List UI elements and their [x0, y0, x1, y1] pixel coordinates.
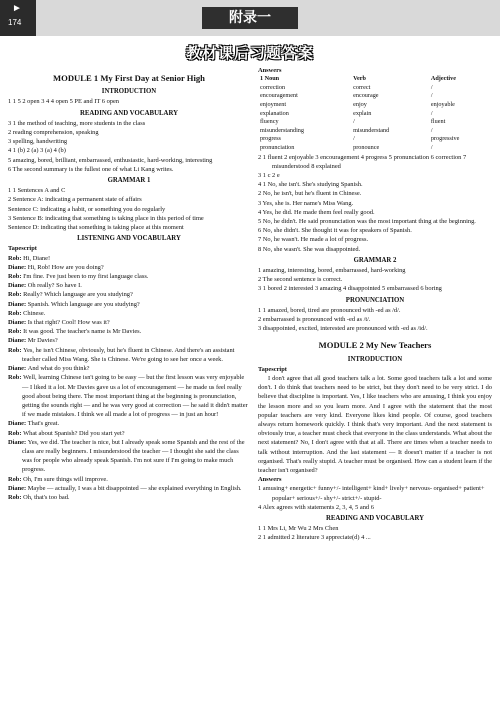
answer-line: 1 1 Mrs Li, Mr Wu 2 Mrs Chen: [258, 525, 339, 533]
section-heading: INTRODUCTION: [347, 355, 403, 363]
answer-line: 4 1 No, she isn't. She's studying Spanish.: [258, 181, 363, 189]
dialogue-text: I'm fine. I've just been to my first language class.: [23, 273, 149, 281]
speaker-colon: :: [23, 420, 28, 428]
dialogue-text: Yes, we did. The teacher is nice, but I already speak some Spanish and the rest of the class are really beginners. I misunderstood the teacher — I thought she said the class was for people who already speak Spanish. I'm not sure if I'm going to make much progress.: [22, 438, 245, 474]
answer-line: 2 Sentence A: indicating a permanent state of affairs: [8, 196, 142, 204]
answer-line: 1 amusing+ energetic+ funny+/- intelligent+ kind+ lively+ nervous- organised+ patient+ popular+ serious+/- shy+/- strict+/- stupid-: [258, 485, 485, 502]
table-cell: fluent: [430, 118, 446, 126]
page-title: 教材课后习题答案: [185, 44, 314, 62]
speaker-colon: :: [19, 374, 24, 382]
dialogue-text: That's great.: [27, 420, 60, 428]
table-cell: enjoyable: [430, 100, 455, 108]
table-row: [258, 92, 492, 101]
speaker-name: Rob: [8, 475, 20, 483]
table-row: [258, 110, 492, 119]
table-cell: progress: [260, 135, 281, 143]
dialogue-line: [8, 419, 250, 428]
speaker-colon: :: [23, 319, 28, 327]
dialogue-text: Oh, I'm sure things will improve.: [23, 475, 108, 483]
speaker-colon: :: [19, 328, 24, 336]
speaker-name: Diane: [8, 365, 24, 373]
speaker-name: Diane: [8, 263, 24, 271]
table-cell: misunderstanding: [260, 126, 304, 134]
dialogue-text: Yes, he isn't Chinese, obviously, but he's fluent in Chinese. And there's an assistant teacher called Miss Wang. She is Chinese. We're going to see her once a week.: [22, 346, 235, 363]
answer-line: 5 No, he didn't. He said pronunciation was the most important thing at the beginning.: [258, 217, 476, 225]
speaker-colon: :: [23, 484, 28, 492]
table-cell: /: [430, 83, 433, 91]
answer-line: 1 1 amazed, bored, tired are pronounced with -ed as /d/.: [258, 306, 401, 314]
answer-line: Sentence C: indicating a habit, or something you do regularly: [8, 205, 166, 213]
speaker-name: Rob: [8, 291, 20, 299]
speaker-colon: :: [19, 309, 24, 317]
table-cell: enjoy: [353, 100, 367, 108]
table-cell: misunderstand: [353, 126, 390, 134]
section-heading: LISTENING AND VOCABULARY: [77, 235, 181, 243]
dialogue-text: Mr Davies?: [27, 337, 58, 345]
table-cell: /: [353, 135, 355, 143]
dialogue: [8, 254, 250, 502]
table-cell: /: [430, 109, 433, 117]
speaker-name: Diane: [8, 319, 24, 327]
section-heading: READING AND VOCABULARY: [79, 109, 179, 117]
section-heading: PRONUNCIATION: [345, 296, 405, 304]
tapescript-text: I don't agree that all good teachers talk a lot. Some good teachers talk a lot and some don't. I do think that teachers need to be strict, but they don't need to be very strict. I do believe that discipline is important. Yes, I like teachers who are amusing, I think you enjoy the lesson more and so you learn more. And I agree with the statement that the most popular teachers are very kind. Everyone likes kind people. Of course, good teachers always return homework quickly. I think that's very important. And the next statement is obviously true, a teacher must check that everyone in the class understands. What about the next statement? No, I don't agree with that at all. There are times when a teacher needs to talk without interruption. And the last statement — It doesn't matter if a teacher is not organised. That's really stupid. A teacher must be organised. How can a student learn if the teacher isn't organised?: [258, 375, 492, 475]
table-row: [258, 144, 492, 153]
answer-line: 3 1 the method of teaching, more students in the class: [8, 119, 146, 127]
speaker-name: Rob: [8, 273, 20, 281]
arrow-icon: ►: [12, 3, 22, 14]
intro-answers: [8, 97, 250, 106]
module2-answers: [258, 484, 492, 512]
answer-line: 8 No, she wasn't. She was disappointed.: [258, 245, 361, 253]
speaker-name: Rob: [8, 346, 20, 354]
tapescript-label: Tapescript: [258, 365, 287, 373]
dialogue-text: Hi, Rob! How are you doing?: [27, 263, 104, 271]
speaker-name: Diane: [8, 420, 24, 428]
answer-line: 1 1 5 2 open 3 4 4 open 5 PE and IT 6 open: [8, 98, 119, 106]
dialogue-line: [8, 336, 250, 345]
module-title: MODULE 2 My New Teachers: [318, 340, 432, 351]
dialogue-text: Oh, that's too bad.: [23, 493, 70, 501]
answer-line: 5 amazing, bored, brilliant, embarrassed, enthusiastic, hard-working, interesting: [8, 156, 213, 164]
answers-label: Answers: [258, 476, 282, 484]
dialogue-line: [8, 346, 250, 364]
answer-line: 2 reading comprehension, speaking: [8, 129, 99, 137]
table-row: [258, 101, 492, 110]
dialogue-text: It was good. The teacher's name is Mr Davies.: [23, 328, 142, 336]
table-cell: pronounce: [353, 143, 380, 151]
answer-line: 3 disappointed, excited, interested are pronounced with -ed as /id/.: [258, 325, 428, 333]
dialogue-text: What about Spanish? Did you start yet?: [23, 429, 125, 437]
answer-line: 1 amazing, interesting, bored, embarrassed, hard-working: [258, 266, 406, 274]
vocab-table: [258, 75, 492, 152]
dialogue-text: Spanish. Which language are you studying?: [27, 300, 140, 308]
left-column: [8, 66, 250, 502]
right-column: [258, 66, 492, 543]
speaker-colon: :: [19, 291, 24, 299]
speaker-name: Rob: [8, 254, 20, 262]
dialogue-line: [8, 263, 250, 272]
dialogue-line: [8, 300, 250, 309]
speaker-colon: :: [19, 273, 24, 281]
table-cell: encouragement: [260, 92, 298, 100]
vocab-header: 1 Noun: [260, 75, 280, 83]
dialogue-line: [8, 484, 250, 493]
answer-line: 7 No, he wasn't. He made a lot of progress.: [258, 236, 369, 244]
speaker-colon: :: [19, 254, 24, 262]
page-number-block: [0, 0, 36, 36]
grammar2-answers: [258, 266, 492, 294]
dialogue-text: Really? Which language are you studying?: [23, 291, 133, 299]
speaker-colon: :: [23, 282, 28, 290]
dialogue-text: Chinese.: [23, 309, 46, 317]
table-cell: correct: [353, 83, 371, 91]
dialogue-text: Hi, Diane!: [23, 254, 51, 262]
section-heading: GRAMMAR 1: [107, 177, 151, 185]
answer-line: 4 Yes, he did. He made them feel really good.: [258, 208, 375, 216]
answer-line: 1 1 Sentences A and C: [8, 187, 66, 195]
dialogue-line: [8, 254, 250, 263]
dialogue-line: [8, 318, 250, 327]
tapescript-label: Tapescript: [8, 245, 37, 253]
speaker-colon: :: [23, 337, 28, 345]
dialogue-text: And what do you think?: [27, 365, 90, 373]
page-number: 174: [8, 18, 22, 27]
dialogue-line: [8, 429, 250, 438]
dialogue-text: Maybe — actually, I was a bit disappointed — she explained everything in English.: [27, 484, 242, 492]
speaker-colon: :: [23, 263, 28, 271]
table-cell: explain: [353, 109, 372, 117]
header-bar: [0, 0, 500, 36]
table-row: [258, 135, 492, 144]
module-title: MODULE 1 My First Day at Senior High: [53, 73, 205, 83]
answer-line: 3 Sentence B: indicating that something is taking place in this period of time: [8, 214, 204, 222]
answer-line: 3 Yes, she is. Her name's Miss Wang.: [258, 199, 354, 207]
answer-line: Sentence D: indicating that something is taking place at this moment: [8, 224, 184, 232]
dialogue-line: [8, 281, 250, 290]
table-row: [258, 84, 492, 93]
table-cell: progressive: [430, 135, 460, 143]
speaker-name: Rob: [8, 374, 20, 382]
table-row: [258, 127, 492, 136]
dialogue-text: Well, learning Chinese isn't going to be easy — but the first lesson was very enjoyable — I liked it a lot. Mr Davies gave us a lot of encouragement — he made us feel really good about being there. The most important thing at the beginning is pronunciation, getting the sounds right — and he was very good at correction — he said it didn't matter if we made mistakes. I think we all made a lot of progress — in just an hour!: [22, 374, 248, 419]
answer-line: 2 1 admitted 2 literature 3 appreciate(d) 4 ...: [258, 534, 371, 542]
table-cell: pronunciation: [260, 143, 295, 151]
dialogue-text: Is that right? Cool! How was it?: [27, 319, 110, 327]
speaker-colon: :: [23, 365, 28, 373]
table-cell: /: [430, 143, 433, 151]
answer-line: 6 No, she didn't. She thought it was for speakers of Spanish.: [258, 227, 412, 235]
speaker-name: Rob: [8, 309, 20, 317]
dialogue-line: [8, 364, 250, 373]
table-cell: /: [353, 118, 355, 126]
table-cell: correction: [260, 83, 286, 91]
section-tab: 附录一: [202, 7, 298, 29]
speaker-name: Rob: [8, 493, 20, 501]
speaker-colon: :: [19, 475, 24, 483]
grammar-answers: [8, 186, 250, 232]
table-cell: explanation: [260, 109, 289, 117]
listening-answers: [258, 153, 492, 254]
dialogue-text: Oh really? So have I.: [27, 282, 82, 290]
speaker-name: Diane: [8, 484, 24, 492]
pronunciation-answers: [258, 306, 492, 334]
module2-reading-answers: [258, 524, 492, 542]
answer-line: 3 1 bored 2 interested 3 amazing 4 disappointed 5 embarrassed 6 boring: [258, 285, 442, 293]
answer-line: 2 embarrassed is pronounced with -ed as /t/.: [258, 316, 371, 323]
answer-line: 3 spelling, handwriting: [8, 138, 68, 146]
answer-line: 4 Alex agrees with statements 2, 3, 4, 5 and 6: [258, 503, 374, 511]
answers-label: Answers: [258, 67, 282, 74]
speaker-colon: :: [19, 429, 24, 437]
speaker-name: Rob: [8, 328, 20, 336]
dialogue-line: [8, 272, 250, 281]
speaker-colon: :: [19, 493, 24, 501]
table-row: [258, 118, 492, 127]
table-cell: fluency: [260, 118, 279, 126]
vocab-header: Adjective: [430, 75, 456, 83]
dialogue-line: [8, 327, 250, 336]
section-heading: READING AND VOCABULARY: [325, 515, 425, 523]
speaker-name: Diane: [8, 300, 24, 308]
table-cell: /: [430, 92, 433, 100]
dialogue-line: [8, 475, 250, 484]
speaker-colon: :: [23, 300, 28, 308]
reading-answers: [8, 119, 250, 174]
speaker-name: Diane: [8, 438, 24, 446]
answer-line: 6 The second summary is the fullest one of what Li Kang writes.: [8, 165, 174, 173]
dialogue-line: [8, 373, 250, 419]
section-heading: INTRODUCTION: [101, 88, 157, 96]
dialogue-line: [8, 290, 250, 299]
answer-line: 3 1 c 2 e: [258, 171, 280, 179]
table-cell: enjoyment: [260, 100, 287, 108]
speaker-name: Rob: [8, 429, 20, 437]
answer-line: 2 No, he isn't, but he's fluent in Chinese.: [258, 190, 362, 198]
table-cell: encourage: [353, 92, 379, 100]
speaker-name: Diane: [8, 282, 24, 290]
section-heading: GRAMMAR 2: [353, 256, 397, 264]
speaker-colon: :: [23, 438, 28, 446]
answer-line: 4 1 (b) 2 (a) 3 (a) 4 (b): [8, 147, 66, 155]
answer-line: 2 The second sentence is correct.: [258, 276, 343, 284]
dialogue-line: [8, 309, 250, 318]
dialogue-line: [8, 438, 250, 475]
speaker-name: Diane: [8, 337, 24, 345]
dialogue-line: [8, 493, 250, 502]
answer-line: 2 1 fluent 2 enjoyable 3 encouragement 4 progress 5 pronunciation 6 correction 7 misunderstood 8 explained: [258, 153, 467, 170]
table-cell: /: [430, 126, 433, 134]
speaker-colon: :: [19, 346, 24, 354]
vocab-header: Verb: [353, 75, 366, 83]
